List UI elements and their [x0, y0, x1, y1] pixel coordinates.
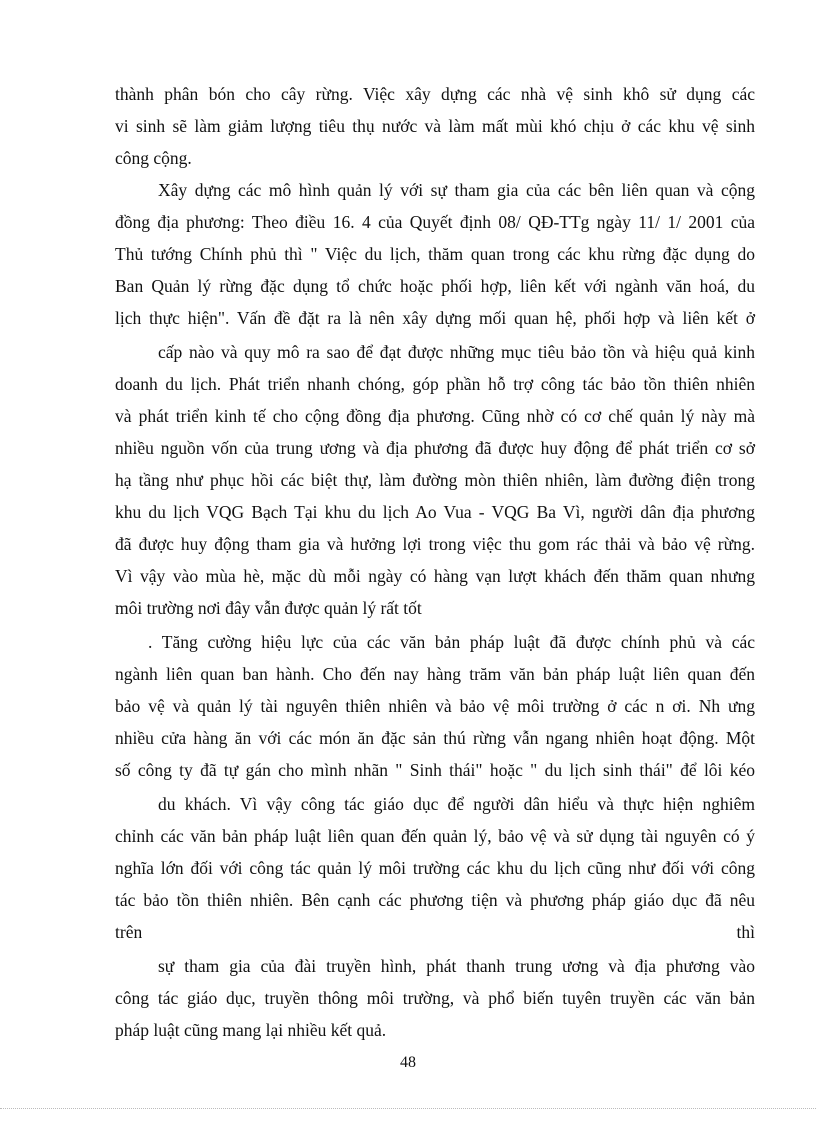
page-number: 48: [400, 1054, 416, 1071]
text-line: công cộng.: [115, 148, 192, 168]
text-line: thành phân bón cho cây rừng. Việc xây dựng các nhà vệ sinh khô sử dụng các: [115, 84, 755, 104]
text-line: hạ tầng như phục hồi các biệt thự, làm đường mòn thiên nhiên, làm đường điện trong: [115, 470, 755, 490]
text-line: nghĩa lớn đối với công tác quản lý môi trường các khu du lịch cũng như đối với công: [115, 858, 755, 878]
paragraph-first-line: cấp nào và quy mô ra sao để đạt được những mục tiêu bảo tồn và hiệu quả kinh: [158, 342, 755, 362]
text-line: lịch thực hiện". Vấn đề đặt ra là nên xây dựng mối quan hệ, phối hợp và liên kết ở: [115, 308, 755, 328]
text-line: Thủ tướng Chính phủ thì " Việc du lịch, thăm quan trong các khu rừng đặc dụng do: [115, 244, 755, 264]
text-line: môi trường nơi đây vẫn được quản lý rất tốt: [115, 598, 422, 618]
footer-divider: [0, 1108, 816, 1109]
text-line: nhiều nguồn vốn của trung ương và địa phương đã được huy động để phát triển cơ sở: [115, 438, 755, 458]
paragraph-first-line: Xây dựng các mô hình quản lý với sự tham gia của các bên liên quan và cộng: [158, 180, 755, 200]
text-line: đã được huy động tham gia và hưởng lợi trong việc thu gom rác thải và bảo vệ rừng.: [115, 534, 755, 554]
text-line: nhiều cửa hàng ăn với các món ăn đặc sản thú rừng vẫn ngang nhiên hoạt động. Một: [115, 728, 755, 748]
text-line: doanh du lịch. Phát triển nhanh chóng, góp phần hỗ trợ công tác bảo tồn thiên nhiên: [115, 374, 755, 394]
text-line: Ban Quản lý rừng đặc dụng tổ chức hoặc phối hợp, liên kết với ngành văn hoá, du: [115, 276, 755, 296]
text-line: tác bảo tồn thiên nhiên. Bên cạnh các phương tiện và phương pháp giáo dục đã nêu: [115, 890, 755, 910]
text-line: trên thì: [115, 922, 755, 942]
text-line: đồng địa phương: Theo điều 16. 4 của Quyết định 08/ QĐ-TTg ngày 11/ 1/ 2001 của: [115, 212, 755, 232]
text-line: pháp luật cũng mang lại nhiều kết quả.: [115, 1020, 387, 1040]
text-line: vi sinh sẽ làm giảm lượng tiêu thụ nước và làm mất mùi khó chịu ở các khu vệ sinh: [115, 116, 755, 136]
text-line: số công ty đã tự gán cho mình nhãn " Sinh thái" hoặc " du lịch sinh thái" để lôi kéo: [115, 760, 755, 780]
text-line: ngành liên quan ban hành. Cho đến nay hàng trăm văn bản pháp luật liên quan đến: [115, 664, 755, 684]
paragraph-first-line: . Tăng cường hiệu lực của các văn bản pháp luật đã được chính phủ và các: [148, 632, 755, 652]
text-line: chỉnh các văn bản pháp luật liên quan đến quản lý, bảo vệ và sử dụng tài nguyên có ý: [115, 826, 755, 846]
text-line: và phát triển kinh tế cho cộng đồng địa phương. Cũng nhờ có cơ chế quản lý này mà: [115, 406, 755, 426]
text-line: công tác giáo dục, truyền thông môi trường, và phổ biến tuyên truyền các văn bản: [115, 988, 755, 1008]
text-line: bảo vệ và quản lý tài nguyên thiên nhiên và bảo vệ môi trường ở các n ơi. Nh ưng: [115, 696, 755, 716]
text-line: khu du lịch VQG Bạch Tại khu du lịch Ao Vua - VQG Ba Vì, người dân địa phương: [115, 502, 755, 522]
paragraph-first-line: du khách. Vì vậy công tác giáo dục để người dân hiểu và thực hiện nghiêm: [158, 794, 755, 814]
text-line: Vì vậy vào mùa hè, mặc dù mỗi ngày có hàng vạn lượt khách đến thăm quan nhưng: [115, 566, 755, 586]
paragraph-first-line: sự tham gia của đài truyền hình, phát thanh trung ương và địa phương vào: [158, 956, 755, 976]
